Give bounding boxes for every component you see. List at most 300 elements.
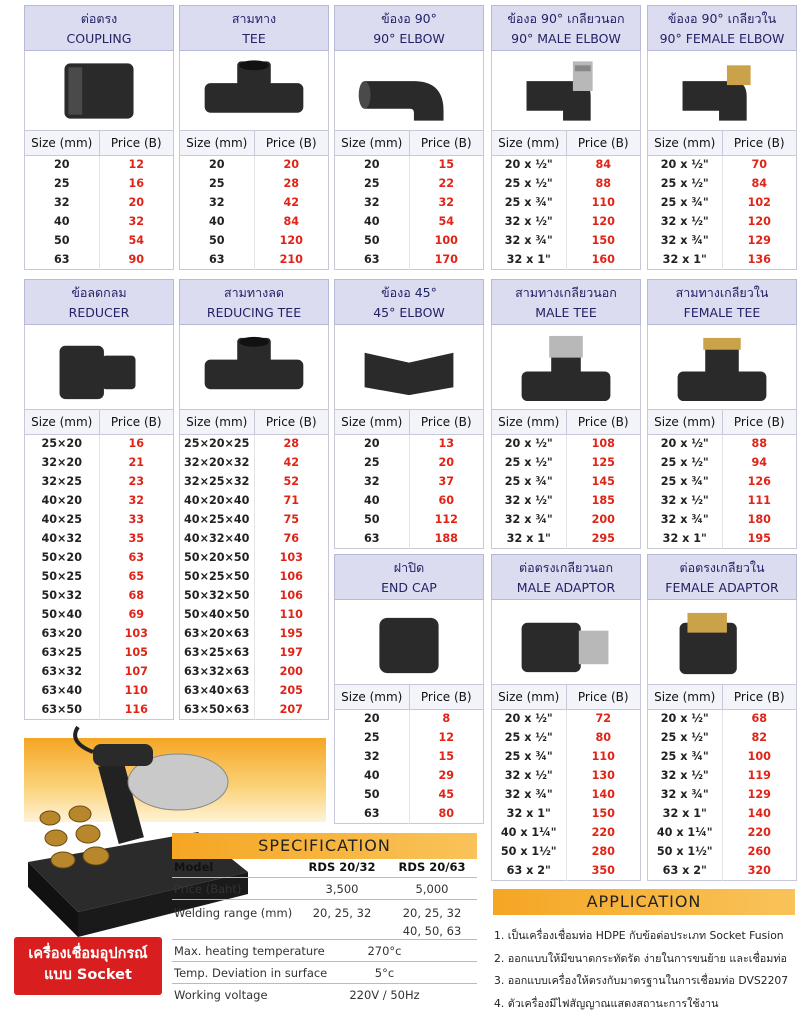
spec-label-welding-range: Welding range (mm) bbox=[172, 904, 297, 922]
price-cell: 200 bbox=[566, 510, 641, 529]
product-image bbox=[491, 51, 641, 131]
table-row bbox=[335, 155, 484, 174]
spec-header-model: Model bbox=[172, 860, 297, 874]
price-cell: 280 bbox=[566, 842, 641, 861]
size-cell: 25 bbox=[335, 174, 410, 193]
size-cell: 50 bbox=[25, 231, 100, 250]
table-row bbox=[492, 472, 641, 491]
price-cell: 195 bbox=[254, 624, 329, 643]
machine-tag-line1: เครื่องเชื่อมอุปกรณ์ bbox=[14, 944, 162, 965]
table-row bbox=[180, 491, 329, 510]
price-cell: 32 bbox=[99, 212, 174, 231]
table-row bbox=[335, 434, 484, 453]
size-cell: 32 x ¾" bbox=[492, 231, 567, 250]
size-cell: 50 bbox=[180, 231, 255, 250]
size-cell: 63×20 bbox=[25, 624, 100, 643]
price-column-header: Price (B) bbox=[566, 685, 641, 709]
table-row bbox=[335, 250, 484, 269]
price-cell: 42 bbox=[254, 193, 329, 212]
price-table bbox=[179, 410, 329, 720]
price-cell: 105 bbox=[99, 643, 174, 662]
size-cell: 20 x ½" bbox=[492, 709, 567, 728]
price-cell: 84 bbox=[254, 212, 329, 231]
product-image bbox=[647, 600, 797, 685]
price-cell: 200 bbox=[254, 662, 329, 681]
female-elbow-icon bbox=[648, 51, 796, 131]
table-row bbox=[648, 861, 797, 880]
size-cell: 32 x ¾" bbox=[648, 231, 723, 250]
size-column-header: Size (mm) bbox=[648, 410, 723, 434]
price-cell: 54 bbox=[409, 212, 484, 231]
size-cell: 50 bbox=[335, 510, 410, 529]
table-row bbox=[180, 453, 329, 472]
price-table bbox=[334, 131, 484, 270]
product-card bbox=[647, 279, 797, 549]
table-row bbox=[25, 155, 174, 174]
product-name-thai: สามทางเกลียวใน bbox=[648, 283, 796, 303]
coupling-icon bbox=[25, 51, 173, 131]
application-item: 1. เป็นเครื่องเชื่อมท่อ HDPE กับข้อต่อประเภท Socket Fusion bbox=[494, 925, 799, 948]
table-row bbox=[180, 567, 329, 586]
price-table bbox=[334, 685, 484, 824]
price-cell: 35 bbox=[99, 529, 174, 548]
table-row bbox=[25, 472, 174, 491]
price-cell: 140 bbox=[566, 785, 641, 804]
table-row bbox=[25, 510, 174, 529]
table-row bbox=[180, 212, 329, 231]
size-cell: 50×20 bbox=[25, 548, 100, 567]
price-cell: 16 bbox=[99, 434, 174, 453]
table-row bbox=[335, 231, 484, 250]
price-cell: 207 bbox=[254, 700, 329, 719]
size-cell: 32 bbox=[180, 193, 255, 212]
size-cell: 50×32×50 bbox=[180, 586, 255, 605]
size-cell: 25 x ¾" bbox=[492, 193, 567, 212]
table-row bbox=[492, 193, 641, 212]
price-cell: 197 bbox=[254, 643, 329, 662]
price-table bbox=[647, 685, 797, 881]
product-name-thai: สามทางลด bbox=[180, 283, 328, 303]
price-cell: 116 bbox=[99, 700, 174, 719]
product-image bbox=[334, 600, 484, 685]
size-cell: 40×20 bbox=[25, 491, 100, 510]
price-cell: 120 bbox=[254, 231, 329, 250]
machine-tag bbox=[14, 937, 162, 995]
table-row bbox=[648, 823, 797, 842]
size-cell: 40×20×40 bbox=[180, 491, 255, 510]
price-cell: 33 bbox=[99, 510, 174, 529]
size-cell: 25 x ½" bbox=[492, 453, 567, 472]
size-cell: 40 x 1¼" bbox=[492, 823, 567, 842]
price-column-header: Price (B) bbox=[409, 131, 484, 155]
price-cell: 20 bbox=[254, 155, 329, 174]
size-cell: 32 x ½" bbox=[648, 491, 723, 510]
size-cell: 20 bbox=[335, 709, 410, 728]
product-header bbox=[334, 5, 484, 51]
table-row bbox=[25, 250, 174, 269]
table-row bbox=[648, 529, 797, 548]
product-card bbox=[24, 279, 174, 720]
male-elbow-icon bbox=[492, 51, 640, 131]
price-cell: 63 bbox=[99, 548, 174, 567]
spec-header-model-2: RDS 20/63 bbox=[387, 860, 477, 874]
price-column-header: Price (B) bbox=[254, 131, 329, 155]
size-cell: 32 x ¾" bbox=[492, 510, 567, 529]
size-cell: 32 bbox=[335, 472, 410, 491]
price-cell: 110 bbox=[566, 193, 641, 212]
size-cell: 40 bbox=[180, 212, 255, 231]
table-row bbox=[648, 842, 797, 861]
price-cell: 110 bbox=[99, 681, 174, 700]
price-cell: 8 bbox=[409, 709, 484, 728]
product-name-thai: สามทาง bbox=[180, 9, 328, 29]
size-cell: 32×25×32 bbox=[180, 472, 255, 491]
product-card bbox=[491, 5, 641, 270]
spec-welding-range-2: 20, 25, 32 40, 50, 63 bbox=[387, 904, 477, 940]
table-row bbox=[335, 491, 484, 510]
table-row bbox=[648, 709, 797, 728]
male-adaptor-icon bbox=[492, 600, 640, 685]
product-name-thai: ข้องอ 90° เกลียวใน bbox=[648, 9, 796, 29]
elbow-90-icon bbox=[335, 51, 483, 131]
product-image bbox=[179, 51, 329, 131]
table-row bbox=[492, 747, 641, 766]
table-row bbox=[492, 529, 641, 548]
product-card bbox=[334, 554, 484, 824]
size-cell: 32 bbox=[335, 747, 410, 766]
table-row bbox=[648, 193, 797, 212]
product-name-thai: ข้องอ 45° bbox=[335, 283, 483, 303]
table-row bbox=[180, 231, 329, 250]
price-cell: 140 bbox=[722, 804, 797, 823]
price-table bbox=[491, 410, 641, 549]
price-cell: 102 bbox=[722, 193, 797, 212]
product-header bbox=[24, 279, 174, 325]
price-cell: 28 bbox=[254, 174, 329, 193]
price-cell: 260 bbox=[722, 842, 797, 861]
size-cell: 63 x 2" bbox=[648, 861, 723, 880]
spec-temp-deviation: 5°c bbox=[332, 966, 477, 980]
price-cell: 106 bbox=[254, 567, 329, 586]
size-cell: 32 x 1" bbox=[648, 804, 723, 823]
size-column-header: Size (mm) bbox=[492, 685, 567, 709]
table-row bbox=[180, 472, 329, 491]
table-row bbox=[648, 804, 797, 823]
size-cell: 32 x ½" bbox=[492, 212, 567, 231]
table-row bbox=[335, 709, 484, 728]
table-row bbox=[492, 212, 641, 231]
price-table bbox=[24, 131, 174, 270]
price-cell: 82 bbox=[722, 728, 797, 747]
price-table bbox=[491, 685, 641, 881]
price-cell: 130 bbox=[566, 766, 641, 785]
price-cell: 295 bbox=[566, 529, 641, 548]
table-row bbox=[648, 747, 797, 766]
price-cell: 112 bbox=[409, 510, 484, 529]
table-row bbox=[180, 250, 329, 269]
size-cell: 63×20×63 bbox=[180, 624, 255, 643]
table-row bbox=[492, 434, 641, 453]
table-row bbox=[180, 605, 329, 624]
price-cell: 180 bbox=[722, 510, 797, 529]
size-column-header: Size (mm) bbox=[648, 685, 723, 709]
size-cell: 50×40×50 bbox=[180, 605, 255, 624]
size-cell: 63 bbox=[25, 250, 100, 269]
product-header bbox=[179, 5, 329, 51]
price-cell: 110 bbox=[566, 747, 641, 766]
price-cell: 13 bbox=[409, 434, 484, 453]
size-cell: 32×20 bbox=[25, 453, 100, 472]
product-name-english: FEMALE ADAPTOR bbox=[648, 578, 796, 598]
size-cell: 63×40×63 bbox=[180, 681, 255, 700]
table-row bbox=[25, 491, 174, 510]
table-row bbox=[180, 529, 329, 548]
price-cell: 150 bbox=[566, 231, 641, 250]
product-name-thai: ข้อลดกลม bbox=[25, 283, 173, 303]
size-cell: 32 x 1" bbox=[648, 250, 723, 269]
specification-title: SPECIFICATION bbox=[172, 833, 477, 859]
size-cell: 40×32 bbox=[25, 529, 100, 548]
product-name-thai: ต่อตรงเกลียวใน bbox=[648, 558, 796, 578]
table-row bbox=[492, 491, 641, 510]
table-row bbox=[335, 453, 484, 472]
product-header bbox=[647, 279, 797, 325]
size-cell: 63 bbox=[335, 529, 410, 548]
size-cell: 32 x ½" bbox=[648, 212, 723, 231]
table-row bbox=[648, 434, 797, 453]
spec-price-2: 5,000 bbox=[387, 882, 477, 896]
table-row bbox=[492, 785, 641, 804]
table-row bbox=[492, 804, 641, 823]
size-cell: 25 x ¾" bbox=[648, 472, 723, 491]
table-row bbox=[25, 529, 174, 548]
product-image bbox=[334, 325, 484, 410]
price-table bbox=[179, 131, 329, 270]
size-cell: 25 bbox=[335, 453, 410, 472]
application-title: APPLICATION bbox=[493, 889, 795, 915]
product-image bbox=[24, 325, 174, 410]
size-cell: 25 x ½" bbox=[648, 453, 723, 472]
table-row bbox=[25, 193, 174, 212]
table-row bbox=[648, 785, 797, 804]
spec-voltage: 220V / 50Hz bbox=[332, 988, 477, 1002]
price-cell: 68 bbox=[722, 709, 797, 728]
price-cell: 185 bbox=[566, 491, 641, 510]
price-column-header: Price (B) bbox=[722, 131, 797, 155]
size-cell: 40 bbox=[25, 212, 100, 231]
product-card bbox=[491, 279, 641, 549]
size-column-header: Size (mm) bbox=[25, 131, 100, 155]
price-cell: 21 bbox=[99, 453, 174, 472]
price-cell: 220 bbox=[566, 823, 641, 842]
male-tee-icon bbox=[492, 325, 640, 410]
table-row bbox=[335, 174, 484, 193]
price-cell: 22 bbox=[409, 174, 484, 193]
size-cell: 50 x 1½" bbox=[648, 842, 723, 861]
price-cell: 37 bbox=[409, 472, 484, 491]
size-cell: 25 bbox=[180, 174, 255, 193]
price-column-header: Price (B) bbox=[99, 131, 174, 155]
size-cell: 63×40 bbox=[25, 681, 100, 700]
price-cell: 100 bbox=[409, 231, 484, 250]
price-cell: 88 bbox=[722, 434, 797, 453]
table-row bbox=[335, 193, 484, 212]
price-table bbox=[491, 131, 641, 270]
size-cell: 50×20×50 bbox=[180, 548, 255, 567]
size-cell: 25 x ¾" bbox=[492, 472, 567, 491]
table-row bbox=[25, 605, 174, 624]
size-cell: 63 bbox=[180, 250, 255, 269]
size-cell: 32 x 1" bbox=[492, 529, 567, 548]
price-cell: 54 bbox=[99, 231, 174, 250]
size-cell: 40 bbox=[335, 766, 410, 785]
size-cell: 20 x ½" bbox=[648, 155, 723, 174]
product-name-english: MALE TEE bbox=[492, 303, 640, 323]
table-row bbox=[648, 250, 797, 269]
table-row bbox=[492, 709, 641, 728]
price-cell: 84 bbox=[566, 155, 641, 174]
table-row bbox=[648, 510, 797, 529]
price-cell: 52 bbox=[254, 472, 329, 491]
size-cell: 50 x 1½" bbox=[492, 842, 567, 861]
size-cell: 63×32 bbox=[25, 662, 100, 681]
product-name-english: 90° FEMALE ELBOW bbox=[648, 29, 796, 49]
table-row bbox=[648, 155, 797, 174]
size-column-header: Size (mm) bbox=[335, 410, 410, 434]
table-row bbox=[492, 174, 641, 193]
price-cell: 88 bbox=[566, 174, 641, 193]
female-tee-icon bbox=[648, 325, 796, 410]
product-name-thai: สามทางเกลียวนอก bbox=[492, 283, 640, 303]
size-cell: 32 bbox=[25, 193, 100, 212]
table-row bbox=[25, 624, 174, 643]
table-row bbox=[180, 193, 329, 212]
size-cell: 25 bbox=[25, 174, 100, 193]
size-cell: 32 x ¾" bbox=[648, 510, 723, 529]
table-row bbox=[335, 529, 484, 548]
price-column-header: Price (B) bbox=[566, 410, 641, 434]
product-header bbox=[491, 554, 641, 600]
size-cell: 32 x ½" bbox=[492, 766, 567, 785]
size-cell: 32×25 bbox=[25, 472, 100, 491]
product-card bbox=[179, 279, 329, 720]
product-image bbox=[334, 51, 484, 131]
table-row bbox=[335, 766, 484, 785]
price-cell: 220 bbox=[722, 823, 797, 842]
table-row bbox=[335, 747, 484, 766]
price-cell: 15 bbox=[409, 747, 484, 766]
reducer-icon bbox=[25, 325, 173, 410]
size-cell: 50×25 bbox=[25, 567, 100, 586]
size-cell: 63×25 bbox=[25, 643, 100, 662]
size-cell: 25 x ¾" bbox=[492, 747, 567, 766]
price-cell: 75 bbox=[254, 510, 329, 529]
size-cell: 50 bbox=[335, 231, 410, 250]
spec-label-temp-deviation: Temp. Deviation in surface bbox=[172, 966, 332, 980]
price-cell: 84 bbox=[722, 174, 797, 193]
table-row bbox=[25, 662, 174, 681]
price-table bbox=[647, 131, 797, 270]
table-row bbox=[180, 174, 329, 193]
tee-icon bbox=[180, 51, 328, 131]
price-column-header: Price (B) bbox=[409, 685, 484, 709]
table-row bbox=[648, 472, 797, 491]
price-cell: 42 bbox=[254, 453, 329, 472]
product-name-english: 90° MALE ELBOW bbox=[492, 29, 640, 49]
price-cell: 103 bbox=[99, 624, 174, 643]
table-row bbox=[335, 728, 484, 747]
application-item: 3. ออกแบบเครื่องให้ตรงกับมาตรฐานในการเชื่อมท่อ DVS2207 bbox=[494, 970, 799, 993]
price-cell: 65 bbox=[99, 567, 174, 586]
price-cell: 72 bbox=[566, 709, 641, 728]
spec-max-temp: 270°c bbox=[332, 944, 477, 958]
product-image bbox=[491, 600, 641, 685]
price-cell: 23 bbox=[99, 472, 174, 491]
table-row bbox=[648, 231, 797, 250]
price-cell: 76 bbox=[254, 529, 329, 548]
product-name-thai: ฝาปิด bbox=[335, 558, 483, 578]
size-cell: 32 x ½" bbox=[648, 766, 723, 785]
size-column-header: Size (mm) bbox=[180, 410, 255, 434]
table-row bbox=[335, 785, 484, 804]
size-cell: 63 x 2" bbox=[492, 861, 567, 880]
table-row bbox=[335, 804, 484, 823]
size-cell: 20 bbox=[180, 155, 255, 174]
product-name-english: MALE ADAPTOR bbox=[492, 578, 640, 598]
spec-label-max-temp: Max. heating temperature bbox=[172, 944, 332, 958]
size-cell: 50×32 bbox=[25, 586, 100, 605]
product-name-english: REDUCING TEE bbox=[180, 303, 328, 323]
product-header bbox=[491, 5, 641, 51]
size-cell: 25×20 bbox=[25, 434, 100, 453]
size-cell: 20 x ½" bbox=[648, 434, 723, 453]
product-name-english: COUPLING bbox=[25, 29, 173, 49]
price-cell: 160 bbox=[566, 250, 641, 269]
table-row bbox=[180, 434, 329, 453]
price-cell: 28 bbox=[254, 434, 329, 453]
size-cell: 63×25×63 bbox=[180, 643, 255, 662]
product-image bbox=[491, 325, 641, 410]
size-cell: 20 x ½" bbox=[492, 434, 567, 453]
size-cell: 32 x 1" bbox=[648, 529, 723, 548]
price-cell: 69 bbox=[99, 605, 174, 624]
size-cell: 20 bbox=[335, 434, 410, 453]
size-cell: 20 bbox=[25, 155, 100, 174]
application-list bbox=[494, 925, 799, 1015]
table-row bbox=[180, 624, 329, 643]
size-column-header: Size (mm) bbox=[335, 131, 410, 155]
table-row bbox=[335, 472, 484, 491]
size-cell: 63×50 bbox=[25, 700, 100, 719]
product-card bbox=[334, 279, 484, 549]
price-cell: 90 bbox=[99, 250, 174, 269]
size-cell: 40×32×40 bbox=[180, 529, 255, 548]
price-cell: 129 bbox=[722, 785, 797, 804]
price-table bbox=[24, 410, 174, 720]
price-cell: 106 bbox=[254, 586, 329, 605]
size-column-header: Size (mm) bbox=[648, 131, 723, 155]
price-cell: 103 bbox=[254, 548, 329, 567]
product-image bbox=[647, 51, 797, 131]
price-cell: 71 bbox=[254, 491, 329, 510]
price-column-header: Price (B) bbox=[722, 410, 797, 434]
size-cell: 20 x ½" bbox=[492, 155, 567, 174]
price-column-header: Price (B) bbox=[722, 685, 797, 709]
size-cell: 20 x ½" bbox=[648, 709, 723, 728]
size-cell: 20 bbox=[335, 155, 410, 174]
table-row bbox=[25, 586, 174, 605]
price-cell: 20 bbox=[99, 193, 174, 212]
